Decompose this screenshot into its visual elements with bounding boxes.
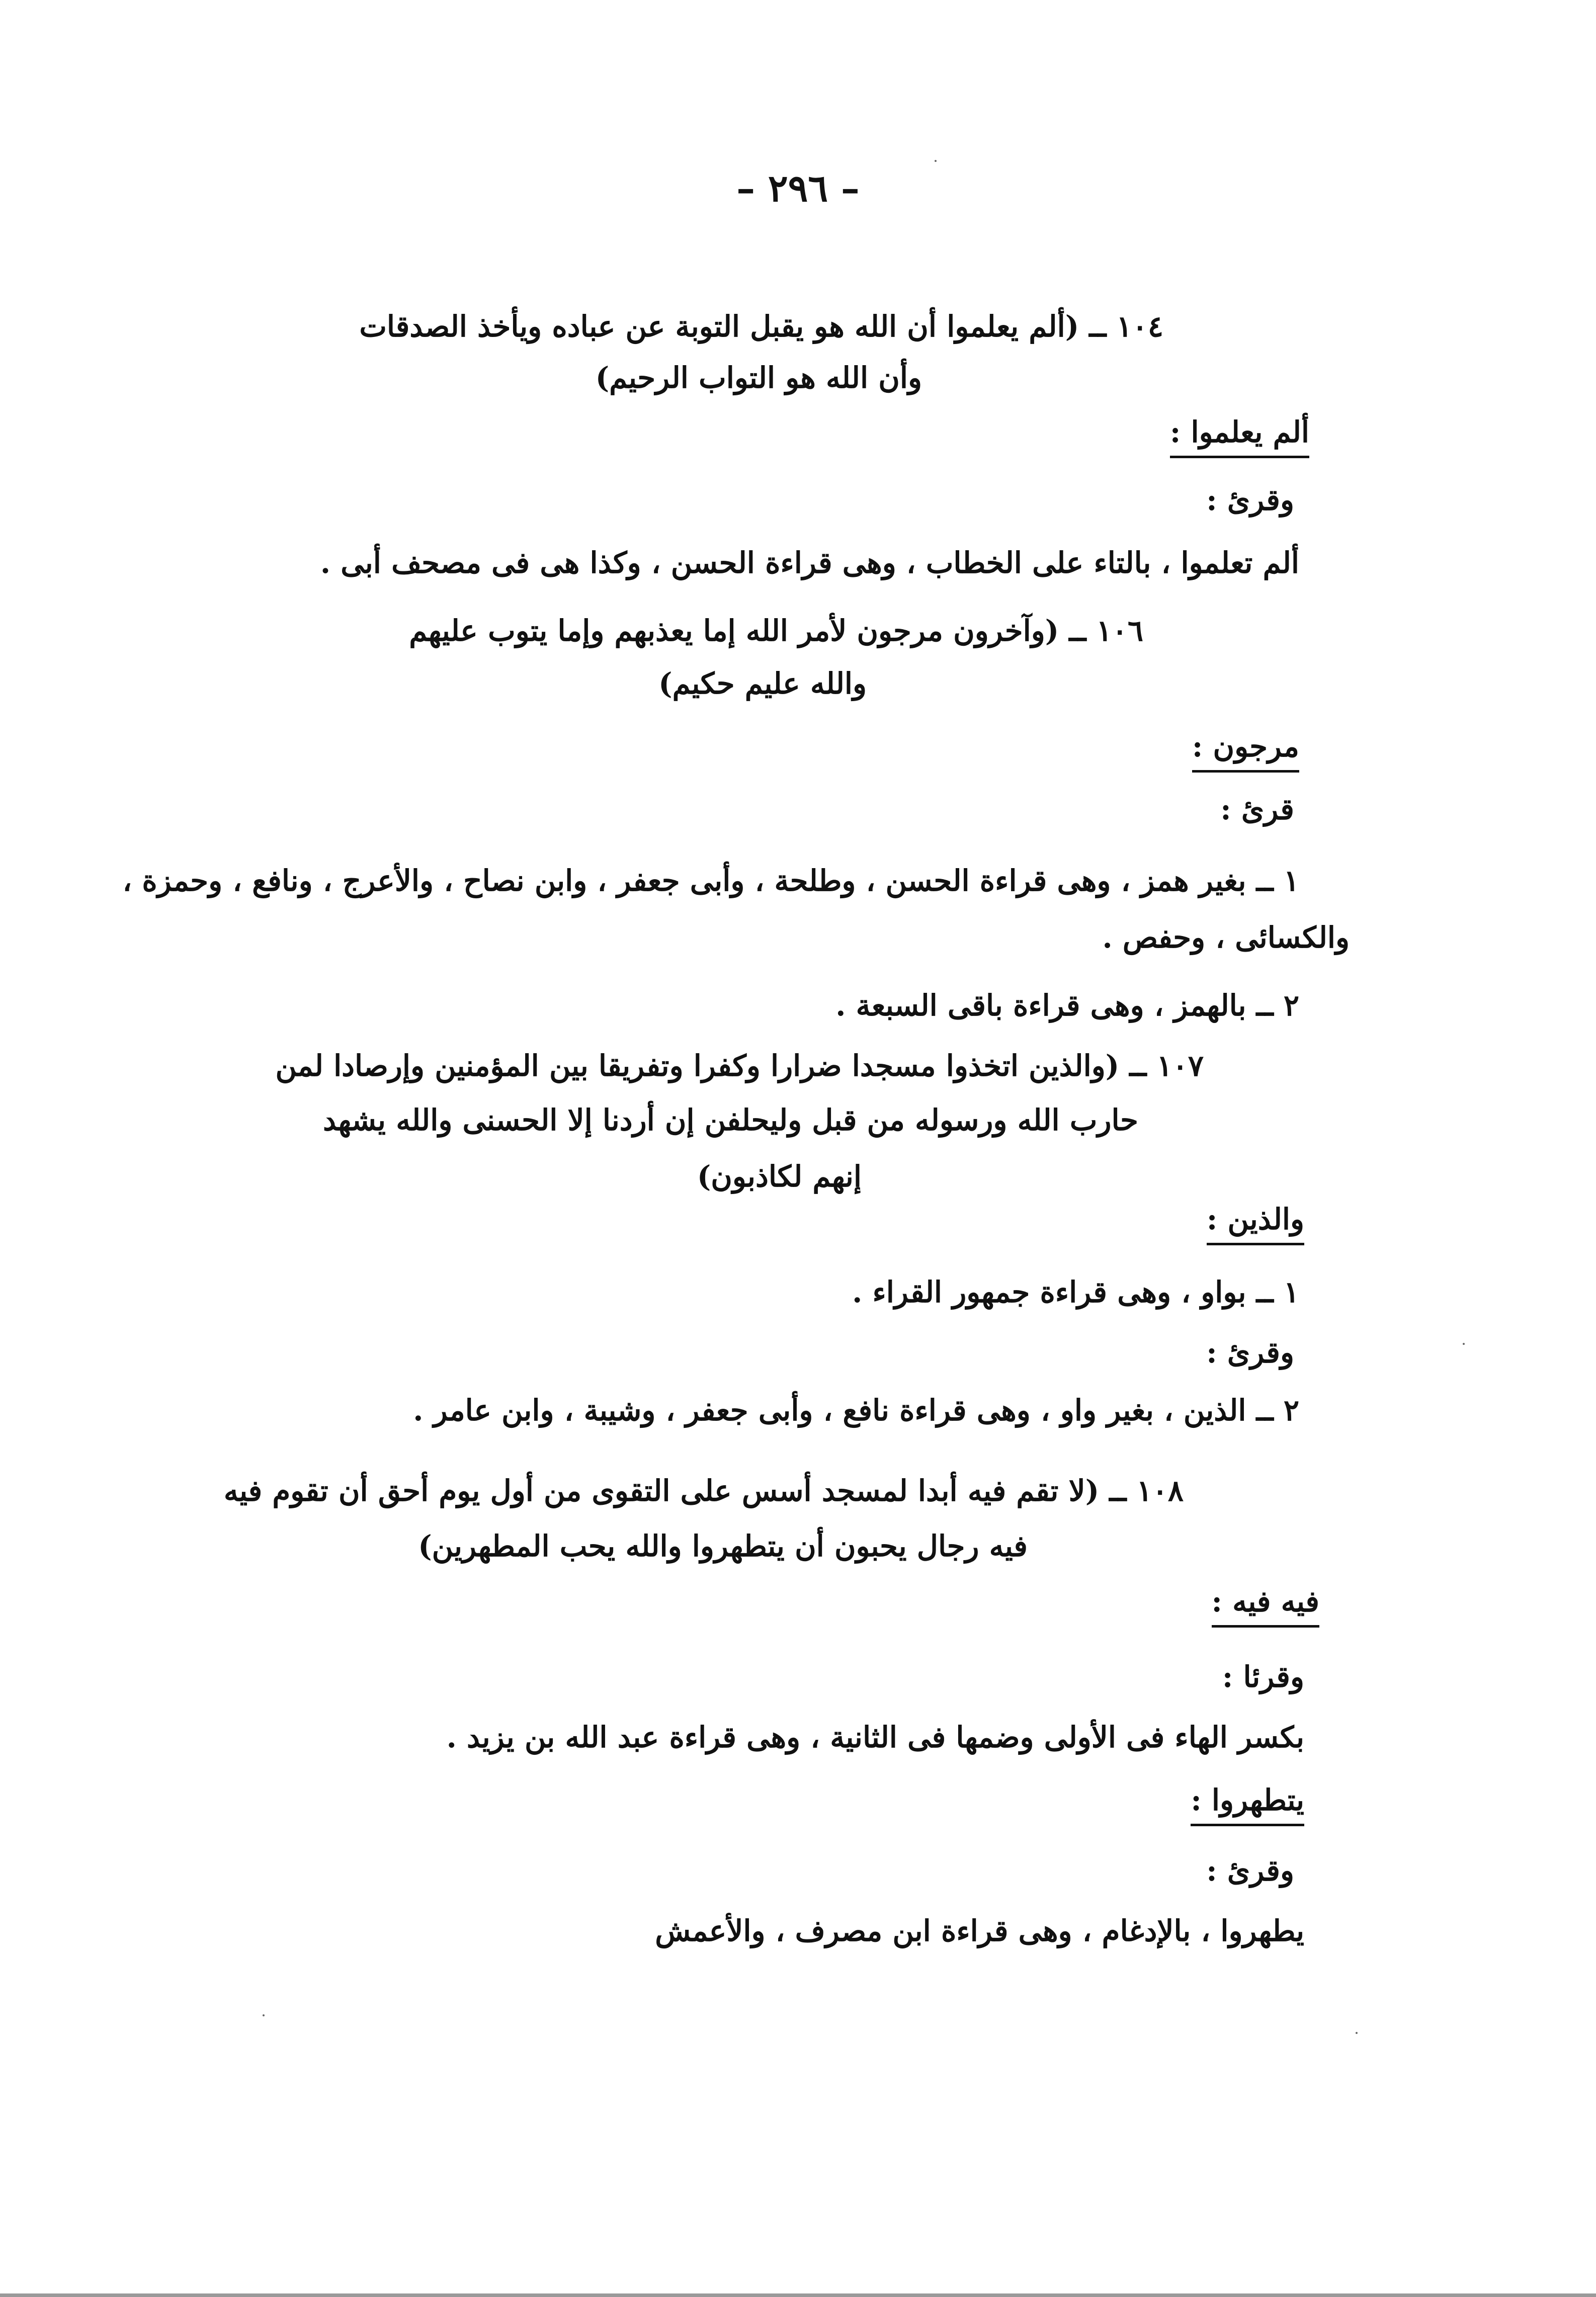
reading-text: يطهروا ، بالإدغام ، وهى قراءة ابن مصرف ، والأعمش	[655, 1914, 1304, 1948]
qira-label: قرئ :	[1220, 792, 1294, 826]
word-heading-alam-yaalamu: ألم يعلموا :	[1170, 417, 1309, 458]
verse-104-line-1: ١٠٤ ــ (ألم يعلموا أن الله هو يقبل التوبة عن عباده ويأخذ الصدقات	[359, 309, 1163, 344]
verse-107-line-1: ١٠٧ ــ (والذين اتخذوا مسجدا ضرارا وكفرا وتفريقا بين المؤمنين وإرصادا لمن	[275, 1049, 1204, 1083]
verse-108-line-1: ١٠٨ ــ (لا تقم فيه أبدا لمسجد أسس على التقوى من أول يوم أحق أن تقوم فيه	[223, 1474, 1184, 1508]
qira-label: وقرئ :	[1206, 1853, 1294, 1888]
page-number: – ٢٩٦ –	[736, 167, 860, 210]
qira-label: وقرئ :	[1206, 483, 1294, 517]
verse-107-line-3: إنهم لكاذبون)	[697, 1159, 862, 1194]
word-heading-murjawn: مرجون :	[1192, 732, 1299, 773]
word-heading-fihi-fihi: فيه فيه :	[1212, 1587, 1319, 1628]
verse-104-line-2: وأن الله هو التواب الرحيم)	[595, 361, 922, 395]
bottom-edge	[0, 2293, 1596, 2297]
scan-speck	[1463, 1343, 1465, 1345]
reading-1-line-2: والكسائى ، وحفص .	[1102, 920, 1350, 955]
scan-speck	[263, 2014, 265, 2016]
qira-label: وقرئا :	[1222, 1660, 1304, 1694]
qira-label: وقرئ :	[1206, 1335, 1294, 1370]
reading-2: ٢ ــ بالهمز ، وهى قراءة باقى السبعة .	[835, 988, 1299, 1023]
scan-speck	[1356, 2032, 1358, 2034]
word-heading-yatatahharu: يتطهروا :	[1191, 1785, 1304, 1826]
verse-106-line-2: والله عليم حكيم)	[658, 666, 867, 701]
reading-text: ألم تعلموا ، بالتاء على الخطاب ، وهى قراءة الحسن ، وكذا هى فى مصحف أبى .	[320, 546, 1299, 580]
verse-106-line-1: ١٠٦ ــ (وآخرون مرجون لأمر الله إما يعذبهم وإما يتوب عليهم	[409, 614, 1143, 648]
reading-1-line-1: ١ ــ بغير همز ، وهى قراءة الحسن ، وطلحة ، وأبى جعفر ، وابن نصاح ، والأعرج ، ونافع ، وحمزة ،	[122, 864, 1299, 898]
verse-108-line-2: فيه رجال يحبون أن يتطهروا والله يحب المطهرين)	[418, 1529, 1028, 1563]
reading-1: ١ ــ بواو ، وهى قراءة جمهور القراء .	[852, 1275, 1299, 1309]
reading-2: ٢ ــ الذين ، بغير واو ، وهى قراءة نافع ، وأبى جعفر ، وشيبة ، وابن عامر .	[413, 1393, 1299, 1427]
scan-speck	[935, 160, 937, 162]
word-heading-walladhina: والذين :	[1207, 1205, 1304, 1245]
reading-text: بكسر الهاء فى الأولى وضمها فى الثانية ، وهى قراءة عبد الله بن يزيد .	[446, 1720, 1304, 1754]
verse-107-line-2: حارب الله ورسوله من قبل وليحلفن إن أردنا إلا الحسنى والله يشهد	[323, 1103, 1138, 1137]
